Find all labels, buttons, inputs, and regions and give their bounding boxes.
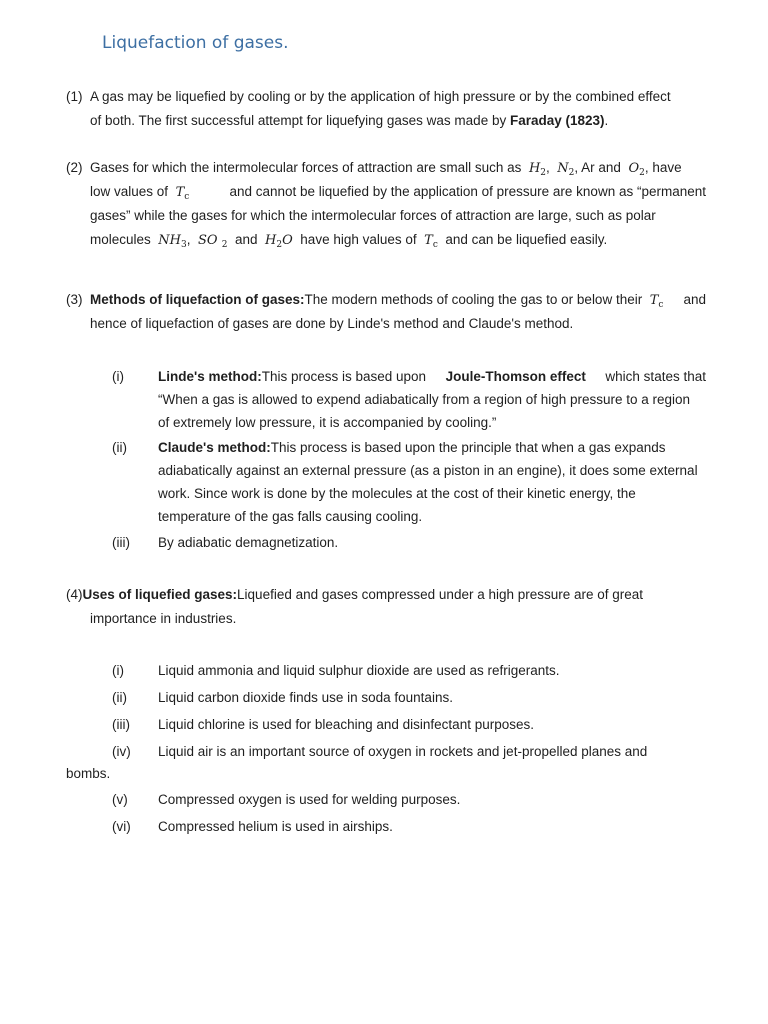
p4-item-3: Liquid chlorine is used for bleaching and disinfectant purposes. — [158, 717, 534, 732]
p4-text-2: importance in industries. — [90, 611, 237, 626]
p4-item-4-number: (iv) — [112, 744, 131, 759]
linde-heading: Linde's method: — [158, 369, 262, 384]
paragraph-1 — [66, 85, 706, 133]
n2-formula: $N_2$ — [557, 161, 575, 178]
claude-text-2: adiabatically against an external pressure (as a piston in an engine), it does some external — [158, 463, 698, 478]
p4-text-1: Liquefied and gases compressed under a high pressure are of great — [237, 587, 644, 602]
claude-text-1: This process is based upon the principle that when a gas expands — [270, 440, 666, 455]
p3-text-2: hence of liquefaction of gases are done by Linde's method and Claude's method. — [90, 316, 574, 331]
claude-text-3: work. Since work is done by the molecules at the cost of their kinetic energy, the — [158, 486, 636, 501]
p2-text-1a: Gases for which the intermolecular forces of attraction are small such as — [90, 160, 522, 175]
p2-line-1: (2) Gases for which the intermolecular forces of attraction are small such as $H_2$, $N_2$, Ar and $O_2$, have — [66, 156, 706, 180]
p3-line-2 — [66, 312, 706, 336]
h2o-formula: $H_2O$ — [265, 233, 293, 250]
p1-bold: Faraday (1823) — [509, 113, 605, 128]
tc-symbol-3: $T_c$ — [649, 293, 664, 310]
linde-text-2: “When a gas is allowed to expend adiabatically from a region of high pressure to a region — [158, 392, 691, 407]
linde-text-a: This process is based upon — [261, 369, 427, 384]
p4-item-4-text: Liquid air is an important source of oxygen in rockets and jet-propelled planes and — [158, 744, 648, 759]
o2-formula: $O_2$ — [628, 161, 645, 178]
linde-text-b: which states that — [605, 369, 706, 384]
claude-heading: Claude's method: — [158, 440, 271, 455]
p4-item-1-number: (i) — [112, 663, 124, 678]
linde-text-3: of extremely low pressure, it is accompanied by cooling.” — [158, 415, 497, 430]
paragraph-2 — [66, 156, 706, 252]
p3-heading: Methods of liquefaction of gases: — [90, 292, 305, 307]
p2-text-4c: have high values of — [300, 232, 417, 247]
p2-line-3 — [66, 204, 706, 228]
p1-line-2 — [66, 109, 706, 133]
p4-item-3-number: (iii) — [112, 717, 130, 732]
p2-number: (2) — [66, 160, 83, 175]
p4-item-4 — [158, 740, 706, 763]
p1-number: (1) — [66, 89, 83, 104]
p1-line-1 — [66, 85, 706, 109]
p4-line-1 — [66, 583, 706, 607]
p3-item-2-number: (ii) — [112, 440, 127, 455]
p3-line-1 — [66, 288, 706, 312]
h2-formula: $H_2$ — [528, 161, 547, 178]
claude-text-4: temperature of the gas falls causing cooling. — [158, 509, 423, 524]
p4-item-6: Compressed helium is used in airships. — [158, 819, 393, 834]
p4-item-1: Liquid ammonia and liquid sulphur dioxide are used as refrigerants. — [158, 663, 560, 678]
p2-text-4b: and — [234, 232, 258, 247]
p3-item-2 — [158, 436, 706, 528]
p1-end: . — [604, 113, 609, 128]
paragraph-4 — [66, 583, 706, 631]
p3-number: (3) — [66, 292, 83, 307]
p4-item-5-number: (v) — [112, 792, 128, 807]
p2-text-2b: and cannot be liquefied by the application of pressure are known as “permanent — [229, 184, 706, 199]
p3-item-3-number: (iii) — [112, 535, 130, 550]
page-title: Liquefaction of gases. — [102, 33, 289, 53]
p3-text-1-end: and — [683, 292, 706, 307]
p3-item-3: By adiabatic demagnetization. — [158, 535, 339, 550]
tc-symbol-2: $T_c$ — [424, 233, 438, 250]
joule-thomson: Joule-Thomson effect — [445, 369, 586, 384]
p4-item-5: Compressed oxygen is used for welding purposes. — [158, 792, 461, 807]
p3-text-1: The modern methods of cooling the gas to or below their — [304, 292, 643, 307]
p4-line-2 — [66, 607, 706, 631]
p2-line-2 — [66, 180, 706, 204]
p4-item-4-continuation: bombs. — [66, 766, 111, 781]
p4-number: (4) — [66, 587, 83, 602]
p4-heading: Uses of liquefied gases: — [82, 587, 238, 602]
p2-text-1c: , have — [644, 160, 682, 175]
nh3-formula: $NH_3$ — [158, 233, 187, 250]
p1-text-2: of both. The first successful attempt for liquefying gases was made by — [90, 113, 510, 128]
p4-item-6-number: (vi) — [112, 819, 131, 834]
tc-symbol: $T_c$ — [175, 185, 190, 202]
p2-text-3: gases” while the gases for which the intermolecular forces of attraction are large, such as polar — [90, 208, 656, 223]
p1-text-1: A gas may be liquefied by cooling or by the application of high pressure or by the combined effect — [90, 89, 671, 104]
p3-item-1-number: (i) — [112, 369, 124, 384]
p2-text-4d: and can be liquefied easily. — [445, 232, 608, 247]
p2-text-2a: low values of — [90, 184, 169, 199]
paragraph-3 — [66, 288, 706, 336]
p4-item-2-number: (ii) — [112, 690, 127, 705]
p3-item-1 — [158, 365, 706, 434]
p2-text-4a: molecules — [90, 232, 151, 247]
p2-line-4: molecules $NH_3$, SO $_2$ and $H_2O$ have high values of $T_c$ and can be liquefied easily. — [90, 232, 608, 250]
p2-text-1b: , Ar and — [574, 160, 621, 175]
so2-formula: SO $_2$ — [198, 233, 228, 250]
p4-item-2: Liquid carbon dioxide finds use in soda fountains. — [158, 690, 453, 705]
